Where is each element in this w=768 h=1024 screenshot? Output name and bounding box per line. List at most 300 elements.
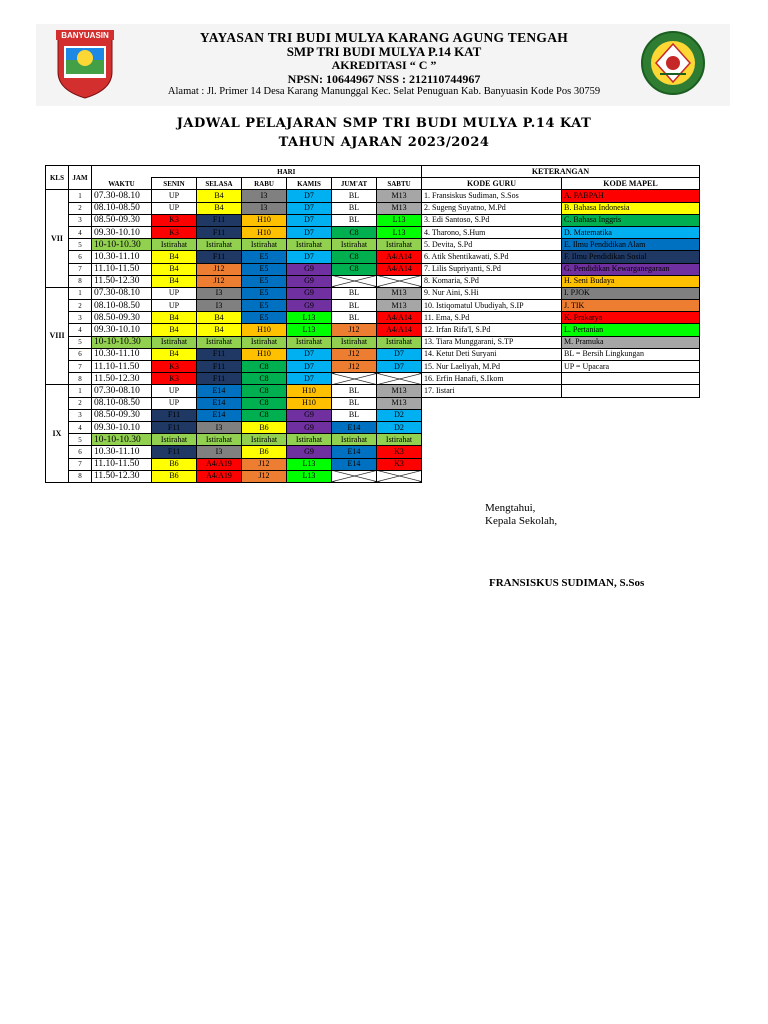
principal-name: FRANSISKUS SUDIMAN, S.Sos (489, 577, 645, 589)
subject-cell: H10 (242, 348, 287, 360)
legend-row (422, 287, 700, 299)
schedule-row (46, 239, 422, 251)
subject-cell: J12 (242, 458, 287, 470)
subject-entry: I. PJOK (562, 287, 700, 299)
subject-cell: H10 (287, 385, 332, 397)
subject-cell: E5 (242, 263, 287, 275)
subject-entry (562, 385, 700, 397)
period-time: 11.50-12.30 (92, 470, 152, 482)
subject-entry: J. TIK (562, 300, 700, 312)
school-year: TAHUN AJARAN 2023/2024 (278, 135, 490, 150)
day-header: SENIN (152, 178, 197, 190)
period-time: 10-10-10.30 (92, 434, 152, 446)
foundation-name: YAYASAN TRI BUDI MULYA KARANG AGUNG TENGAH (199, 30, 569, 45)
legend-row (422, 373, 700, 385)
class-label: VII (46, 190, 69, 288)
subject-cell: B4 (197, 190, 242, 202)
legend-row (422, 324, 700, 336)
subject-cell: E14 (332, 458, 377, 470)
subject-cell: B6 (242, 421, 287, 433)
teacher-entry: 11. Ema, S.Pd (422, 312, 562, 324)
empty-crossed-cell (332, 470, 377, 482)
subject-cell: F11 (197, 348, 242, 360)
teacher-entry: 17. Iistari (422, 385, 562, 397)
schedule-row (46, 324, 422, 336)
subject-cell: B6 (242, 446, 287, 458)
empty-crossed-cell (377, 373, 422, 385)
kode-guru-header: KODE GURU (422, 178, 562, 190)
accreditation: AKREDITASI “ C ” (331, 58, 437, 72)
subject-cell: UP (152, 397, 197, 409)
legend-row (422, 336, 700, 348)
subject-cell: D2 (377, 409, 422, 421)
subject-cell: A4/A14 (377, 251, 422, 263)
legend-subheader-row (422, 178, 700, 190)
subject-cell: G9 (287, 275, 332, 287)
legend-row (422, 239, 700, 251)
break-cell: Istirahat (152, 336, 197, 348)
period-number: 6 (69, 348, 92, 360)
period-number: 5 (69, 336, 92, 348)
subject-cell: L13 (287, 470, 332, 482)
subject-cell: I3 (197, 421, 242, 433)
period-time: 07.30-08.10 (92, 385, 152, 397)
schedule-row (46, 336, 422, 348)
acknowledged-label: Mengtahui, (485, 502, 536, 514)
day-header: JUM'AT (332, 178, 377, 190)
schedule-row (46, 373, 422, 385)
period-time: 08.10-08.50 (92, 300, 152, 312)
subject-cell: D7 (287, 226, 332, 238)
subject-cell: L13 (287, 324, 332, 336)
subject-cell: C8 (332, 226, 377, 238)
subject-entry: F. Ilmu Pendidikan Sosial (562, 251, 700, 263)
subject-cell: F11 (152, 421, 197, 433)
period-number: 2 (69, 300, 92, 312)
header-spacer (92, 166, 152, 178)
subject-cell: F11 (197, 214, 242, 226)
subject-cell: E5 (242, 275, 287, 287)
subject-cell: C8 (242, 385, 287, 397)
subject-cell: M13 (377, 300, 422, 312)
subject-cell: BL (332, 300, 377, 312)
schedule-row (46, 446, 422, 458)
teacher-entry: 10. Istiqomatul Ubudiyah, S.IP (422, 300, 562, 312)
teacher-entry: 5. Devita, S.Pd (422, 239, 562, 251)
subject-cell: J12 (197, 275, 242, 287)
subject-cell: A4/A19 (197, 470, 242, 482)
principal-title: Kepala Sekolah, (485, 515, 558, 527)
subject-cell: D7 (287, 202, 332, 214)
legend-row (422, 312, 700, 324)
break-cell: Istirahat (152, 239, 197, 251)
subject-cell: BL (332, 287, 377, 299)
subject-cell: D7 (287, 348, 332, 360)
subject-cell: A4/A19 (197, 458, 242, 470)
subject-cell: M13 (377, 397, 422, 409)
empty-crossed-cell (332, 275, 377, 287)
empty-crossed-cell (377, 275, 422, 287)
period-number: 6 (69, 251, 92, 263)
period-time: 11.50-12.30 (92, 275, 152, 287)
period-time: 08.10-08.50 (92, 397, 152, 409)
subject-cell: B4 (152, 263, 197, 275)
subject-cell: J12 (332, 324, 377, 336)
period-number: 1 (69, 287, 92, 299)
subject-cell: B4 (197, 324, 242, 336)
subject-cell: D7 (287, 251, 332, 263)
teacher-entry: 8. Komaria, S.Pd (422, 275, 562, 287)
school-address: Alamat : Jl. Primer 14 Desa Karang Manunggal Kec. Selat Penuguan Kab. Banyuasin Kode Pos 30759 (167, 86, 601, 97)
subject-cell: D7 (287, 214, 332, 226)
subject-cell: B4 (152, 275, 197, 287)
schedule-row (46, 300, 422, 312)
subject-cell: A4/A14 (377, 263, 422, 275)
schedule-row (46, 458, 422, 470)
subject-cell: H10 (287, 397, 332, 409)
legend-row (422, 214, 700, 226)
subject-entry: BL = Bersih Lingkungan (562, 348, 700, 360)
subject-cell: UP (152, 190, 197, 202)
subject-cell: G9 (287, 421, 332, 433)
schedule-row (46, 348, 422, 360)
schedule-row (46, 421, 422, 433)
legend-row (422, 190, 700, 202)
subject-cell: F11 (197, 251, 242, 263)
subject-cell: UP (152, 300, 197, 312)
break-cell: Istirahat (242, 336, 287, 348)
subject-cell: F11 (197, 226, 242, 238)
period-time: 09.30-10.10 (92, 421, 152, 433)
teacher-entry: 4. Tharono, S.Hum (422, 226, 562, 238)
period-number: 7 (69, 361, 92, 373)
break-cell: Istirahat (242, 434, 287, 446)
subject-cell: E14 (197, 409, 242, 421)
subject-cell: G9 (287, 409, 332, 421)
period-number: 2 (69, 397, 92, 409)
subject-cell: M13 (377, 202, 422, 214)
subject-cell: E5 (242, 251, 287, 263)
subject-entry: B. Bahasa Indonesia (562, 202, 700, 214)
subject-cell: UP (152, 385, 197, 397)
break-cell: Istirahat (332, 336, 377, 348)
subject-cell: B4 (197, 312, 242, 324)
empty-crossed-cell (332, 373, 377, 385)
subject-cell: E14 (332, 421, 377, 433)
class-label: VIII (46, 287, 69, 385)
subject-cell: B4 (152, 348, 197, 360)
teacher-entry: 13. Tiara Munggarani, S.TP (422, 336, 562, 348)
schedule-row (46, 275, 422, 287)
subject-cell: UP (152, 287, 197, 299)
subject-cell: BL (332, 312, 377, 324)
subject-cell: BL (332, 385, 377, 397)
legend-title: KETERANGAN (422, 166, 700, 178)
waktu-header: WAKTU (92, 178, 152, 190)
subject-cell: M13 (377, 385, 422, 397)
break-cell: Istirahat (242, 239, 287, 251)
period-number: 6 (69, 446, 92, 458)
subject-cell: I3 (197, 300, 242, 312)
legend-row (422, 275, 700, 287)
subject-cell: F11 (197, 361, 242, 373)
period-time: 10-10-10.30 (92, 239, 152, 251)
period-number: 7 (69, 458, 92, 470)
period-time: 07.30-08.10 (92, 287, 152, 299)
subject-entry: D. Matematika (562, 226, 700, 238)
schedule-row (46, 361, 422, 373)
schedule-row (46, 312, 422, 324)
period-time: 10.30-11.10 (92, 251, 152, 263)
day-header: KAMIS (287, 178, 332, 190)
subject-cell: C8 (332, 263, 377, 275)
subject-cell: BL (332, 409, 377, 421)
break-cell: Istirahat (332, 434, 377, 446)
class-label: IX (46, 385, 69, 483)
subject-cell: K3 (152, 226, 197, 238)
subject-cell: I3 (242, 190, 287, 202)
subject-entry: E. Ilmu Pendidikan Alam (562, 239, 700, 251)
subject-cell: E14 (197, 385, 242, 397)
teacher-entry: 15. Nur Laeliyah, M.Pd (422, 361, 562, 373)
hari-header: HARI (152, 166, 422, 178)
teacher-entry: 7. Lilis Supriyanti, S.Pd (422, 263, 562, 275)
subject-cell: J12 (242, 470, 287, 482)
subject-entry: C. Bahasa Inggris (562, 214, 700, 226)
break-cell: Istirahat (377, 239, 422, 251)
day-header: SELASA (197, 178, 242, 190)
day-header: SABTU (377, 178, 422, 190)
period-number: 4 (69, 226, 92, 238)
break-cell: Istirahat (197, 336, 242, 348)
teacher-entry: 1. Fransiskus Sudiman, S.Sos (422, 190, 562, 202)
subject-cell: J12 (197, 263, 242, 275)
legend-row (422, 251, 700, 263)
subject-cell: M13 (377, 190, 422, 202)
subject-cell: D7 (287, 361, 332, 373)
subject-cell: H10 (242, 226, 287, 238)
subject-cell: B4 (197, 202, 242, 214)
subject-cell: C8 (242, 409, 287, 421)
subject-entry: UP = Upacara (562, 361, 700, 373)
subject-cell: C8 (242, 361, 287, 373)
period-time: 07.30-08.10 (92, 190, 152, 202)
subject-cell: L13 (287, 312, 332, 324)
break-cell: Istirahat (377, 434, 422, 446)
period-time: 10.30-11.10 (92, 348, 152, 360)
subject-cell: B4 (152, 324, 197, 336)
schedule-row (46, 214, 422, 226)
school-name: SMP TRI BUDI MULYA P.14 KAT (286, 44, 482, 59)
teacher-entry: 2. Sugeng Suyatno, M.Pd (422, 202, 562, 214)
legend-row (422, 361, 700, 373)
subject-cell: BL (332, 214, 377, 226)
period-number: 1 (69, 190, 92, 202)
period-time: 10.30-11.10 (92, 446, 152, 458)
subject-cell: UP (152, 202, 197, 214)
subject-cell: G9 (287, 446, 332, 458)
subject-cell: G9 (287, 300, 332, 312)
subject-cell: E14 (332, 446, 377, 458)
subject-cell: M13 (377, 287, 422, 299)
break-cell: Istirahat (287, 336, 332, 348)
subject-entry: A. PABPAH (562, 190, 700, 202)
period-number: 4 (69, 421, 92, 433)
subject-cell: J12 (332, 348, 377, 360)
logo-left-text: BANYUASIN (61, 31, 109, 40)
empty-crossed-cell (377, 470, 422, 482)
subject-cell: F11 (197, 373, 242, 385)
period-number: 8 (69, 373, 92, 385)
teacher-entry: 14. Ketut Deti Suryani (422, 348, 562, 360)
subject-cell: B4 (152, 312, 197, 324)
subject-cell: L13 (377, 226, 422, 238)
schedule-row (46, 287, 422, 299)
break-cell: Istirahat (287, 434, 332, 446)
legend-row (422, 300, 700, 312)
subject-cell: F11 (152, 446, 197, 458)
period-number: 1 (69, 385, 92, 397)
schedule-row (46, 409, 422, 421)
document-title: JADWAL PELAJARAN SMP TRI BUDI MULYA P.14 KAT (176, 116, 592, 131)
subject-cell: K3 (152, 214, 197, 226)
period-time: 09.30-10.10 (92, 324, 152, 336)
subject-cell: C8 (242, 373, 287, 385)
subject-entry: L. Pertanian (562, 324, 700, 336)
subject-cell: E5 (242, 300, 287, 312)
subject-cell: D7 (377, 361, 422, 373)
period-time: 11.10-11.50 (92, 263, 152, 275)
period-number: 2 (69, 202, 92, 214)
subject-cell: A4/A14 (377, 324, 422, 336)
period-number: 4 (69, 324, 92, 336)
schedule-table (45, 165, 422, 483)
kode-mapel-header: KODE MAPEL (562, 178, 700, 190)
period-time: 08.10-08.50 (92, 202, 152, 214)
subject-cell: BL (332, 190, 377, 202)
subject-cell: C8 (242, 397, 287, 409)
period-time: 10-10-10.30 (92, 336, 152, 348)
subject-cell: E5 (242, 312, 287, 324)
period-number: 3 (69, 214, 92, 226)
break-cell: Istirahat (197, 434, 242, 446)
schedule-row (46, 263, 422, 275)
period-number: 8 (69, 470, 92, 482)
subject-cell: H10 (242, 214, 287, 226)
subject-cell: I3 (197, 287, 242, 299)
schedule-row (46, 385, 422, 397)
legend-row (422, 348, 700, 360)
subject-entry (562, 373, 700, 385)
legend-row (422, 385, 700, 397)
day-header: RABU (242, 178, 287, 190)
subject-cell: L13 (287, 458, 332, 470)
period-number: 7 (69, 263, 92, 275)
subject-entry: M. Pramuka (562, 336, 700, 348)
schedule-row (46, 470, 422, 482)
legend-row (422, 226, 700, 238)
period-time: 11.10-11.50 (92, 458, 152, 470)
subject-cell: I3 (197, 446, 242, 458)
schedule-row (46, 397, 422, 409)
subject-cell: K3 (152, 373, 197, 385)
subject-cell: K3 (152, 361, 197, 373)
subject-cell: G9 (287, 287, 332, 299)
period-number: 5 (69, 434, 92, 446)
subject-cell: G9 (287, 263, 332, 275)
subject-cell: C8 (332, 251, 377, 263)
legend-table (421, 165, 700, 398)
period-time: 08.50-09.30 (92, 312, 152, 324)
schedule-row (46, 434, 422, 446)
subject-cell: D7 (287, 190, 332, 202)
period-time: 09.30-10.10 (92, 226, 152, 238)
subject-cell: D7 (377, 348, 422, 360)
period-number: 5 (69, 239, 92, 251)
schedule-row (46, 251, 422, 263)
teacher-entry: 6. Atik Shentikawati, S.Pd (422, 251, 562, 263)
subject-cell: D2 (377, 421, 422, 433)
legend-row (422, 202, 700, 214)
period-number: 8 (69, 275, 92, 287)
break-cell: Istirahat (377, 336, 422, 348)
subject-cell: B6 (152, 458, 197, 470)
period-time: 08.50-09.30 (92, 409, 152, 421)
subject-entry: G. Pendidikan Kewarganegaraan (562, 263, 700, 275)
subject-entry: H. Seni Budaya (562, 275, 700, 287)
teacher-entry: 9. Nur Aini, S.Hi (422, 287, 562, 299)
teacher-entry: 16. Erfin Hanafi, S.Ikom (422, 373, 562, 385)
period-time: 08.50-09.30 (92, 214, 152, 226)
subject-cell: A4/A14 (377, 312, 422, 324)
subject-cell: B6 (152, 470, 197, 482)
break-cell: Istirahat (197, 239, 242, 251)
subject-cell: K3 (377, 446, 422, 458)
subject-cell: E14 (197, 397, 242, 409)
subject-cell: BL (332, 202, 377, 214)
schedule-header-row (46, 166, 422, 178)
period-time: 11.10-11.50 (92, 361, 152, 373)
kls-header: KLS (46, 166, 69, 190)
schedule-row (46, 202, 422, 214)
break-cell: Istirahat (287, 239, 332, 251)
subject-cell: J12 (332, 361, 377, 373)
teacher-entry: 3. Edi Santoso, S.Pd (422, 214, 562, 226)
subject-cell: E5 (242, 287, 287, 299)
subject-cell: I3 (242, 202, 287, 214)
subject-cell: D7 (287, 373, 332, 385)
schedule-row (46, 226, 422, 238)
break-cell: Istirahat (152, 434, 197, 446)
period-number: 3 (69, 409, 92, 421)
break-cell: Istirahat (332, 239, 377, 251)
period-time: 11.50-12.30 (92, 373, 152, 385)
subject-cell: F11 (152, 409, 197, 421)
subject-cell: L13 (377, 214, 422, 226)
teacher-entry: 12. Irfan Rifa'I, S.Pd (422, 324, 562, 336)
subject-cell: K3 (377, 458, 422, 470)
npsn-nss: NPSN: 10644967 NSS : 212110744967 (287, 72, 481, 86)
period-number: 3 (69, 312, 92, 324)
jam-header: JAM (69, 166, 92, 190)
subject-cell: B4 (152, 251, 197, 263)
subject-entry: K. Prakarya (562, 312, 700, 324)
subject-cell: BL (332, 397, 377, 409)
legend-row (422, 263, 700, 275)
schedule-row (46, 190, 422, 202)
subject-cell: H10 (242, 324, 287, 336)
schedule-day-row (46, 178, 422, 190)
